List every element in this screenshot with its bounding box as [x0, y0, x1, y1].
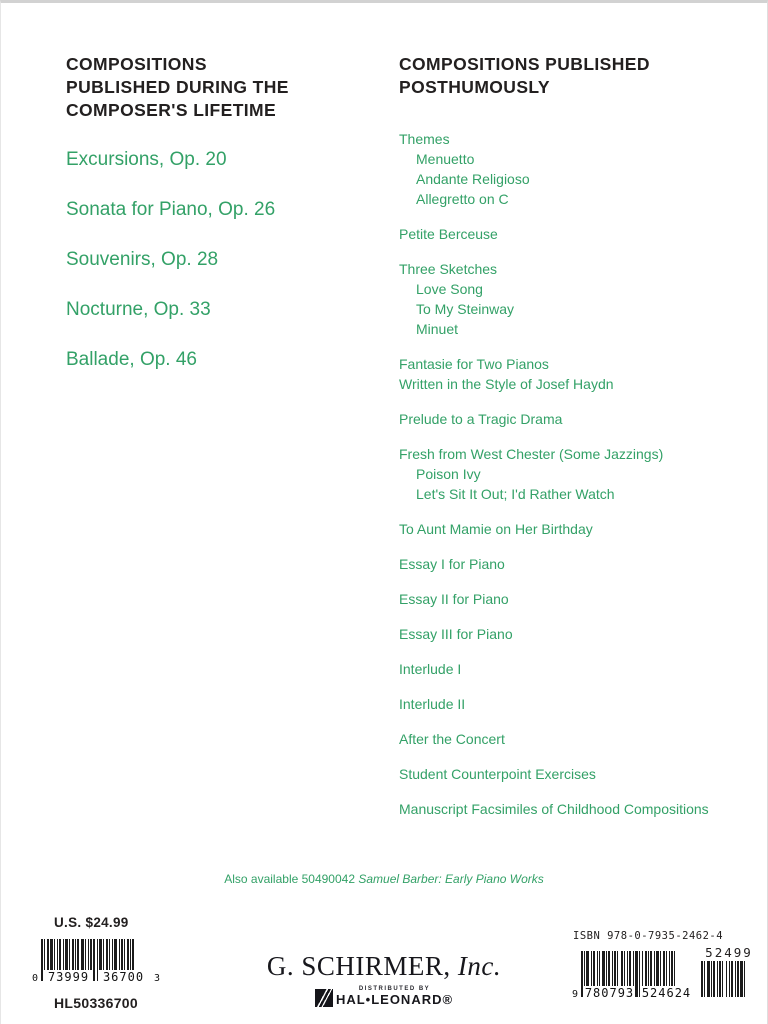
posthumous-list [399, 129, 739, 819]
upc-lead-digit: 0 [31, 973, 39, 984]
hal-leonard-logo-icon [315, 989, 333, 1007]
work-group [399, 354, 739, 394]
work-group [399, 554, 739, 574]
distributor-text [336, 986, 453, 1007]
posthumous-section-heading [399, 53, 739, 99]
work-title: Themes [399, 131, 450, 147]
heading-line: COMPOSITIONS [66, 54, 207, 74]
price-label: U.S. $24.99 [54, 915, 129, 930]
lifetime-section [66, 53, 366, 398]
movement-title: Menuetto [416, 151, 475, 167]
work-title: Three Sketches [399, 261, 498, 277]
movement-title: Andante Religioso [416, 171, 530, 187]
work-title: To Aunt Mamie on Her Birthday [399, 521, 593, 537]
list-item: Ballade, Op. 46 [66, 349, 197, 370]
also-available-prefix: Also available 50490042 [224, 872, 359, 886]
work-title: Fantasie for Two Pianos [399, 356, 549, 372]
isbn-label: ISBN 978-0-7935-2462-4 [573, 930, 724, 942]
publisher-name-main: G. SCHIRMER, [266, 951, 451, 981]
list-item: Nocturne, Op. 33 [66, 299, 211, 320]
heading-line: COMPOSER'S LIFETIME [66, 100, 277, 120]
work-title: Written in the Style of Josef Haydn [399, 376, 614, 392]
movement-title: Minuet [416, 321, 459, 337]
upc-digit-group: 36700 [99, 970, 148, 984]
list-item: Souvenirs, Op. 28 [66, 249, 219, 270]
price-addon-barcode [701, 945, 757, 997]
work-group [399, 624, 739, 644]
heading-line: POSTHUMOUSLY [399, 77, 550, 97]
isbn-barcode [569, 951, 695, 1000]
work-title: Fresh from West Chester (Some Jazzings) [399, 446, 664, 462]
isbn-barcodes [569, 945, 761, 1000]
work-group [399, 659, 739, 679]
isbn-block [569, 930, 761, 1000]
work-title: Student Counterpoint Exercises [399, 766, 596, 782]
also-available-title: Samuel Barber: Early Piano Works [358, 872, 544, 886]
upc-digit-group: 73999 [44, 970, 93, 984]
work-title: Essay II for Piano [399, 591, 509, 607]
movement-title: To My Steinway [416, 301, 515, 317]
work-title: After the Concert [399, 731, 505, 747]
isbn-lead-digit: 9 [571, 989, 579, 1000]
movement-title: Poison Ivy [416, 466, 481, 482]
work-group [399, 224, 739, 244]
work-group [399, 129, 739, 209]
work-group [399, 799, 739, 819]
movement-title: Allegretto on C [416, 191, 509, 207]
addon-bars [701, 961, 757, 997]
isbn-digit-group: 524624 [641, 986, 692, 1000]
work-group [399, 729, 739, 749]
also-available-note [1, 872, 767, 886]
work-group [399, 259, 739, 339]
upc-trail-digit: 3 [153, 973, 161, 984]
isbn-digits [569, 986, 695, 1000]
work-group [399, 519, 739, 539]
list-item: Excursions, Op. 20 [66, 149, 227, 170]
catalog-number: HL50336700 [54, 995, 138, 1011]
heading-line: PUBLISHED DURING THE [66, 77, 289, 97]
movement-title: Let's Sit It Out; I'd Rather Watch [416, 486, 615, 502]
heading-line: COMPOSITIONS PUBLISHED [399, 54, 650, 74]
addon-code: 52499 [705, 945, 753, 960]
work-group [399, 764, 739, 784]
list-item: Sonata for Piano, Op. 26 [66, 199, 276, 220]
lifetime-section-heading [66, 53, 366, 122]
movement-title: Love Song [416, 281, 483, 297]
work-title: Petite Berceuse [399, 226, 498, 242]
publisher-name-suffix: Inc. [450, 951, 502, 981]
work-group [399, 409, 739, 429]
work-title: Interlude I [399, 661, 462, 677]
posthumous-section [399, 53, 739, 834]
distributor-name: HAL•LEONARD® [335, 992, 454, 1007]
lifetime-list [66, 148, 366, 372]
work-title: Essay III for Piano [399, 626, 513, 642]
isbn-digit-group: 780793 [584, 986, 635, 1000]
work-title: Prelude to a Tragic Drama [399, 411, 563, 427]
work-group [399, 444, 739, 504]
work-group [399, 694, 739, 714]
work-title: Interlude II [399, 696, 466, 712]
work-title: Manuscript Facsimiles of Childhood Compositions [399, 801, 709, 817]
work-group [399, 589, 739, 609]
work-title: Essay I for Piano [399, 556, 505, 572]
distributed-by-label: DISTRIBUTED BY [358, 986, 431, 992]
